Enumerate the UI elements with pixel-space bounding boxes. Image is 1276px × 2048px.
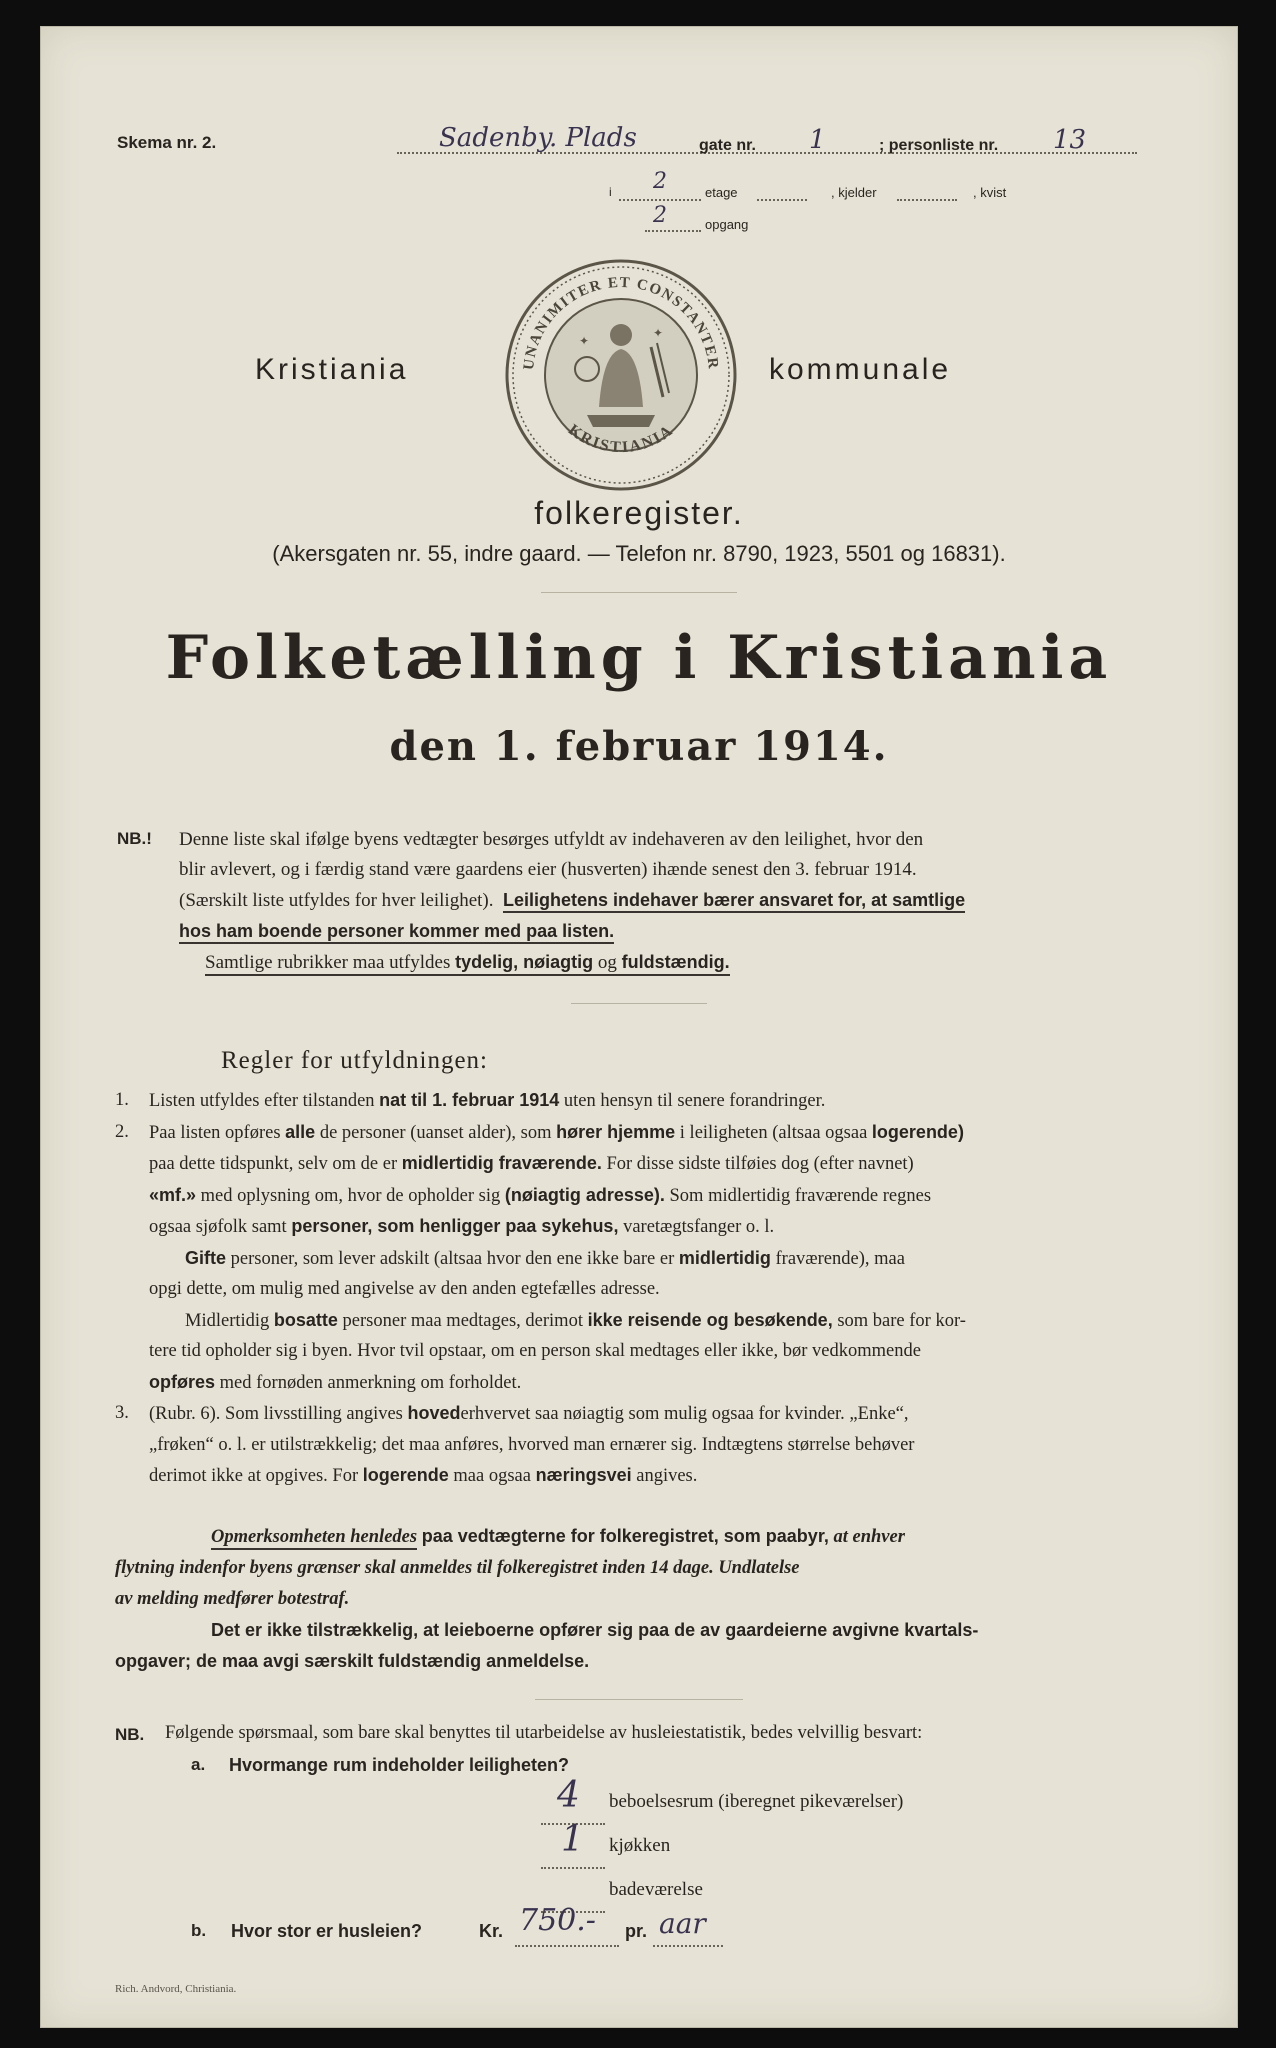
rule-3-text: (Rubr. 6). Som livsstilling angives bbox=[149, 1404, 403, 1424]
rule-3-text: maa ogsaa bbox=[453, 1466, 531, 1486]
rule-2-bold: (nøiagtig adresse). bbox=[504, 1184, 665, 1205]
nb1-rubrikker-text: Samtlige rubrikker maa utfyldes bbox=[205, 952, 451, 973]
kr-label: Kr. bbox=[479, 1921, 504, 1941]
skema-number: Skema nr. 2. bbox=[117, 133, 217, 152]
rent-dotted-line bbox=[515, 1945, 619, 1947]
notice-italic: flytning indenfor byens grænser skal anmeldes til folkeregistret inden 14 dage. Undlatelse bbox=[115, 1558, 800, 1578]
rule-2-text: ogsaa sjøfolk samt bbox=[149, 1217, 287, 1237]
kjelder-dotted-line bbox=[757, 199, 807, 201]
rule-2-bold: opføres bbox=[149, 1371, 216, 1392]
rule-2-bold: alle bbox=[285, 1121, 316, 1142]
rule-2-text: For disse sidste tilføies dog (efter navnet) bbox=[606, 1154, 914, 1174]
rule-2-text: personer maa medtages, derimot bbox=[342, 1310, 583, 1331]
rule-2-bold: midlertidig bbox=[678, 1247, 771, 1268]
nb1-line3-start: (Særskilt liste utfyldes for hver leilighet). bbox=[179, 890, 494, 911]
bath-label: badeværelse bbox=[609, 1879, 703, 1900]
kitchen-handwritten: 1 bbox=[561, 1819, 584, 1860]
question-b-text: Hvor stor er husleien? bbox=[231, 1921, 423, 1941]
notice-block bbox=[115, 1521, 1159, 1677]
notice-text: paa vedtægterne for folkeregistret, som paabyr, bbox=[421, 1526, 829, 1546]
rule-3 bbox=[115, 1398, 1159, 1492]
rule-3-text: angives. bbox=[636, 1466, 698, 1486]
kitchen-dotted-line bbox=[541, 1867, 605, 1869]
rule-2-bold: ikke reisende og besøkende, bbox=[587, 1309, 833, 1330]
rule-2-text: Paa listen opføres bbox=[149, 1122, 281, 1143]
opgang-handwritten: 2 bbox=[653, 203, 667, 228]
office-address: (Akersgaten nr. 55, indre gaard. — Telefon nr. 8790, 1923, 5501 og 16831). bbox=[272, 541, 1006, 566]
notice-text: opgaver; de maa avgi særskilt fuldstændig anmeldelse. bbox=[115, 1651, 590, 1671]
rule-2-bold: logerende) bbox=[871, 1121, 964, 1142]
nb1-responsibility-text: Leilighetens indehaver bærer ansvaret for, at samtlige bbox=[503, 890, 965, 913]
rule-1 bbox=[115, 1085, 1159, 1117]
i-label: i bbox=[609, 185, 612, 199]
rule-2-text: Som midlertidig fraværende regnes bbox=[669, 1185, 932, 1206]
seal-motto-top: UNANIMITER ET CONSTANTER bbox=[520, 274, 722, 371]
rule-2-text: fraværende), maa bbox=[775, 1248, 905, 1269]
svg-text:✦: ✦ bbox=[653, 326, 664, 340]
rule-3-bold: næringsvei bbox=[535, 1465, 632, 1485]
rule-3-bold: logerende bbox=[362, 1465, 449, 1485]
rule-2-bold: personer, som henligger paa sykehus, bbox=[291, 1216, 619, 1236]
notice-emphasis: Opmerksomheten henledes bbox=[211, 1527, 417, 1550]
personliste-label: ; personliste nr. bbox=[879, 137, 999, 154]
notice-italic: av melding medfører botestraf. bbox=[115, 1589, 350, 1609]
kjelder-label: , kjelder bbox=[831, 185, 877, 200]
rule-1-number: 1. bbox=[115, 1090, 129, 1110]
census-form-page bbox=[40, 26, 1238, 2028]
rules-body bbox=[115, 1085, 1159, 1492]
etage-label: etage bbox=[705, 185, 738, 200]
period-handwritten: aar bbox=[659, 1907, 706, 1940]
nb1-line bbox=[179, 947, 1137, 978]
rule-3-number: 3. bbox=[115, 1403, 129, 1423]
divider bbox=[571, 1003, 707, 1004]
nb1-line: blir avlevert, og i færdig stand være gaardens eier (husverten) ihænde senest den 3. februar 1914. bbox=[179, 859, 917, 880]
rule-2-text: med fornøden anmerkning om forholdet. bbox=[219, 1372, 522, 1393]
gate-label: gate nr. bbox=[699, 137, 756, 154]
rule-2-bold: midlertidig fraværende. bbox=[401, 1153, 602, 1173]
rule-2-text: varetægtsfanger o. l. bbox=[623, 1217, 775, 1237]
divider bbox=[535, 1699, 743, 1700]
kvist-label: , kvist bbox=[973, 185, 1007, 200]
rooms-handwritten: 4 bbox=[557, 1775, 580, 1816]
nb1-tydelig-text: tydelig, nøiagtig bbox=[455, 952, 594, 972]
rule-2-bold: hører hjemme bbox=[556, 1121, 676, 1142]
nb1-line: Denne liste skal ifølge byens vedtægter besørges utfyldt av indehaveren av den leilighet, hvor den bbox=[179, 829, 924, 850]
rule-2-text: personer, som lever adskilt (altsaa hvor den ene ikke bare er bbox=[230, 1248, 675, 1269]
rule-2-number: 2. bbox=[115, 1121, 129, 1142]
seal-motto-bottom: KRISTIANIA bbox=[564, 421, 678, 457]
census-title: Folketælling i Kristiania bbox=[165, 623, 1113, 693]
rule-2-text: som bare for kor- bbox=[837, 1310, 966, 1331]
opgang-label: opgang bbox=[705, 217, 749, 232]
rule-3-text: derimot ikke at opgives. For bbox=[149, 1466, 359, 1486]
rule-2-text: tere tid opholder sig i byen. Hvor tvil opstaar, om en person skal medtages eller ikke, bør vedkommende bbox=[149, 1341, 921, 1361]
street-handwritten: Sadenby. Plads bbox=[439, 123, 637, 153]
rooms-label: beboelsesrum (iberegnet pikeværelser) bbox=[609, 1791, 904, 1812]
svg-text:✦: ✦ bbox=[579, 334, 590, 348]
question-a-label: a. bbox=[191, 1755, 206, 1774]
kristiania-seal-emblem bbox=[503, 257, 739, 493]
nb2-label: NB. bbox=[115, 1725, 145, 1744]
personliste-number-handwritten: 13 bbox=[1053, 125, 1087, 155]
pr-label: pr. bbox=[625, 1921, 648, 1941]
rule-3-text: „frøken“ o. l. er utilstrækkelig; det maa anføres, hvorved man ernærer sig. Indtægtens størrelse behøver bbox=[149, 1434, 915, 1455]
nb1-fuldstaendig-text: fuldstændig. bbox=[621, 952, 730, 972]
rule-2 bbox=[115, 1117, 1159, 1399]
rule-1-text: Listen utfyldes efter tilstanden bbox=[149, 1091, 375, 1111]
nb1-og-text: og bbox=[597, 952, 617, 973]
question-b-label: b. bbox=[191, 1921, 207, 1940]
nb1-label: NB.! bbox=[117, 829, 152, 848]
notice-italic: at enhver bbox=[833, 1527, 905, 1547]
nb1-line bbox=[179, 885, 1137, 916]
office-right-word: kommunale bbox=[769, 353, 952, 386]
question-a-text: Hvormange rum indeholder leiligheten? bbox=[229, 1755, 570, 1775]
rule-2-bold: Gifte bbox=[185, 1247, 227, 1268]
rule-2-text: de personer (uanset alder), som bbox=[319, 1122, 552, 1143]
rent-handwritten: 750.- bbox=[519, 1903, 596, 1938]
nb1-responsibility-text-cont: hos ham boende personer kommer med paa listen. bbox=[179, 921, 614, 944]
kvist-dotted-line bbox=[897, 199, 957, 201]
rule-3-text: erhvervet saa nøiagtig som mulig ogsaa for kvinder. „Enke“, bbox=[460, 1404, 909, 1424]
nb1-line bbox=[179, 916, 1137, 947]
folkeregister-heading: folkeregister. bbox=[534, 495, 744, 531]
rule-1-text-end: uten hensyn til senere forandringer. bbox=[563, 1091, 826, 1111]
printer-credit: Rich. Andvord, Christiania. bbox=[115, 1983, 237, 1995]
rule-2-text: i leiligheten (altsaa ogsaa bbox=[679, 1122, 868, 1143]
rule-2-bold: bosatte bbox=[273, 1309, 338, 1330]
nb2-intro: Følgende spørsmaal, som bare skal benyttes til utarbeidelse av husleiestatistik, bedes velvillig besvart: bbox=[165, 1723, 923, 1743]
rule-1-bold: nat til 1. februar 1914 bbox=[379, 1090, 560, 1110]
gate-number-handwritten: 1 bbox=[809, 125, 826, 155]
rules-heading: Regler for utfyldningen: bbox=[221, 1047, 488, 1074]
nb1-text bbox=[179, 825, 1137, 978]
notice-text: Det er ikke tilstrækkelig, at leieboerne opfører sig paa de av gaardeierne avgivne kvartals- bbox=[211, 1620, 979, 1640]
kitchen-label: kjøkken bbox=[609, 1835, 671, 1856]
office-left-word: Kristiania bbox=[255, 353, 409, 386]
census-date: den 1. februar 1914. bbox=[389, 723, 889, 770]
opgang-dotted-line bbox=[645, 230, 701, 232]
rule-2-text: opgi dette, om mulig med angivelse av den anden egtefælles adresse. bbox=[149, 1279, 660, 1299]
divider bbox=[541, 592, 737, 593]
rule-2-text: med oplysning om, hvor de opholder sig bbox=[200, 1185, 501, 1206]
etage-handwritten: 2 bbox=[653, 169, 667, 194]
rule-2-bold: «mf.» bbox=[149, 1184, 197, 1205]
rule-2-text: Midlertidig bbox=[185, 1310, 270, 1331]
rule-2-text: paa dette tidspunkt, selv om de er bbox=[149, 1154, 398, 1174]
etage-dotted-line bbox=[619, 199, 701, 201]
period-dotted-line bbox=[653, 1945, 723, 1947]
rule-3-bold: hoved bbox=[407, 1403, 461, 1423]
